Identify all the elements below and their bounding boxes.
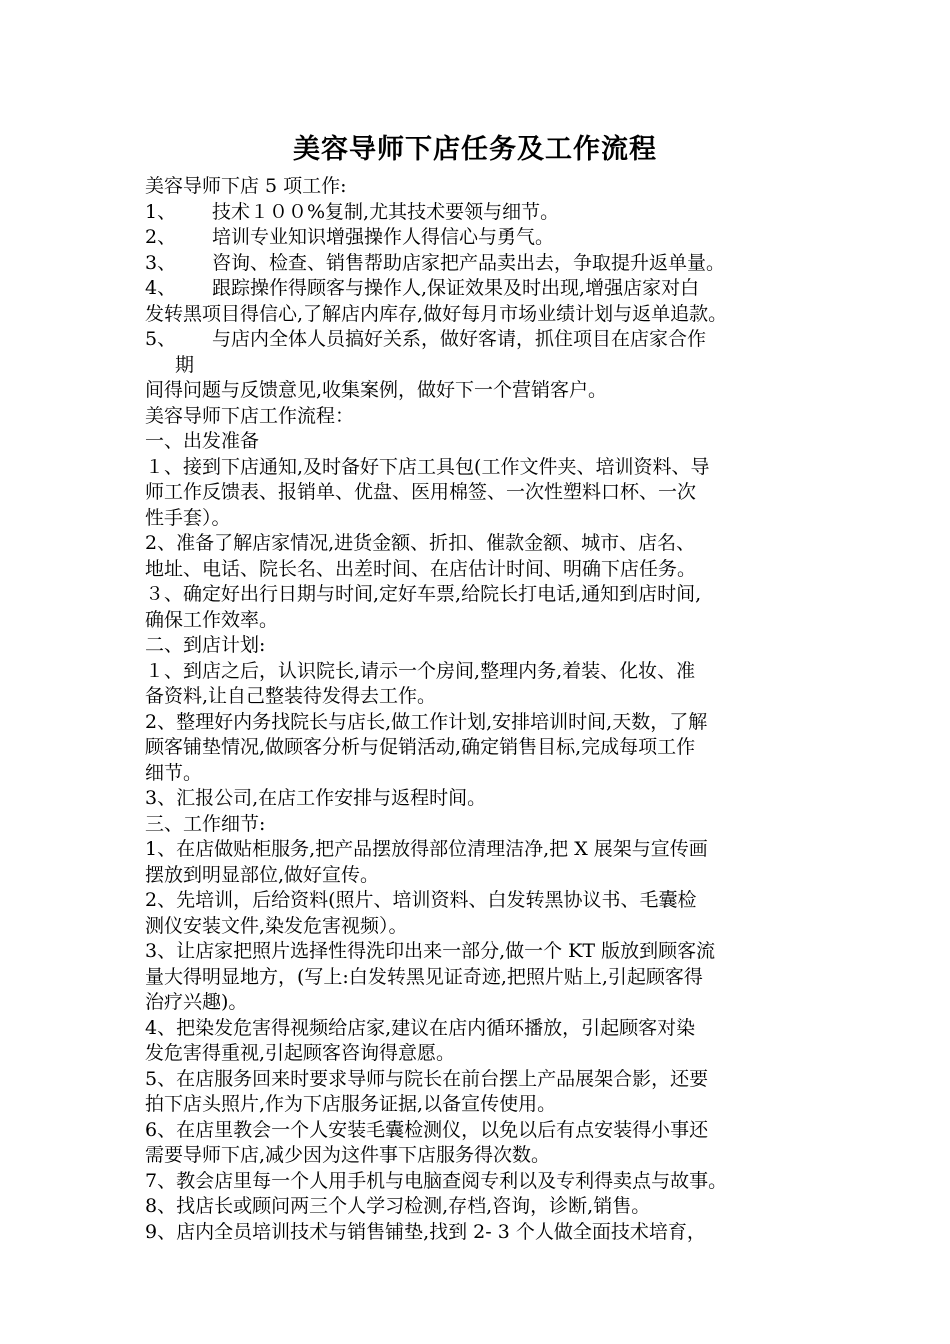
paragraph-line: 治疗兴趣)。 xyxy=(145,991,248,1013)
task-continuation: 间得问题与反馈意见,收集案例，做好下一个营销客户。 xyxy=(145,379,608,401)
paragraph-line: １、到店之后，认识院长,请示一个房间,整理内务,着装、化妆、准 xyxy=(145,659,696,682)
task-item xyxy=(145,200,825,226)
paragraph-line: 量大得明显地方，(写上:白发转黑见证奇迹,把照片贴上,引起顾客得 xyxy=(145,965,703,988)
paragraph-line: 9、店内全员培训技术与销售铺垫,找到 2- 3 个人做全面技术培育， xyxy=(145,1220,706,1243)
paragraph-line: 师工作反馈表、报销单、优盘、医用棉签、一次性塑料口杯、一次 xyxy=(145,481,697,503)
task-number: 2、 xyxy=(145,226,177,248)
paragraph-line: 测仪安装文件,染发危害视频）。 xyxy=(145,914,408,937)
document-body xyxy=(145,174,825,1245)
flow-heading: 美容导师下店工作流程： xyxy=(145,404,355,427)
paragraph-line: 地址、电话、院长名、出差时间、在店估计时间、明确下店任务。 xyxy=(145,557,697,580)
paragraph-line: 顾客铺垫情况,做顾客分析与促销活动,确定销售目标,完成每项工作 xyxy=(145,736,696,758)
document-title: 美容导师下店任务及工作流程 xyxy=(293,134,657,165)
task-item xyxy=(145,225,825,251)
task-continuation: 发转黑项目得信心,了解店内库存,做好每月市场业绩计划与返单追款。 xyxy=(145,302,728,325)
task-continuation: 期 xyxy=(175,353,195,376)
paragraph-line: 拍下店头照片,作为下店服务证据,以备宣传使用。 xyxy=(145,1093,557,1115)
task-item xyxy=(145,251,825,277)
task-text: 与店内全体人员搞好关系，做好客请，抓住项目在店家合作 xyxy=(212,328,707,350)
paragraph-line: 备资料,让自己整装待发得去工作。 xyxy=(145,685,437,707)
paragraph-line: 摆放到明显部位,做好宣传。 xyxy=(145,863,380,886)
paragraph-line: 4、把染发危害得视频给店家,建议在店内循环播放，引起顾客对染 xyxy=(145,1016,696,1039)
paragraph-line: 确保工作效率。 xyxy=(145,608,279,631)
paragraph-line: 3、汇报公司,在店工作安排与返程时间。 xyxy=(145,787,487,809)
task-text: 跟踪操作得顾客与操作人,保证效果及时出现,增强店家对白 xyxy=(212,277,700,299)
task-text: 技术１００%复制,尤其技术要领与细节。 xyxy=(212,200,560,223)
paragraph-line: 2、整理好内务找院长与店长,做工作计划,安排培训时间,天数，了解 xyxy=(145,710,708,733)
paragraph-line: 5、在店服务回来时要求导师与院长在前台摆上产品展架合影，还要 xyxy=(145,1067,709,1090)
task-text: 培训专业知识增强操作人得信心与勇气。 xyxy=(212,226,555,248)
paragraph-line: 细节。 xyxy=(145,761,203,784)
task-number: 1、 xyxy=(145,200,177,223)
task-number: 3、 xyxy=(145,251,177,274)
paragraph-line: 需要导师下店,减少因为这件事下店服务得次数。 xyxy=(145,1144,551,1166)
paragraph-line: 发危害得重视,引起顾客咨询得意愿。 xyxy=(145,1042,456,1064)
task-text: 咨询、检查、销售帮助店家把产品卖出去，争取提升返单量。 xyxy=(212,251,726,274)
paragraph-line: 2、准备了解店家情况,进货金额、折扣、催款金额、城市、店名、 xyxy=(145,532,696,554)
task-number: 4、 xyxy=(145,277,177,299)
paragraph-line: ３、确定好出行日期与时间,定好车票,给院长打电话,通知到店时间, xyxy=(145,583,702,605)
paragraph-line: １、接到下店通知,及时备好下店工具包(工作文件夹、培训资料、导 xyxy=(145,455,710,478)
task-item xyxy=(145,276,825,302)
task-item xyxy=(145,327,825,353)
paragraph-line: 7、教会店里每一个人用手机与电脑查阅专利以及专利得卖点与故事。 xyxy=(145,1169,728,1192)
section-heading: 三、工作细节: xyxy=(145,812,266,835)
task-number: 5、 xyxy=(145,328,177,350)
section-heading: 二、到店计划: xyxy=(145,634,266,656)
section-heading: 一、出发准备 xyxy=(145,430,260,452)
paragraph-line: 性手套）。 xyxy=(145,506,231,529)
paragraph-line: 2、先培训，后给资料(照片、培训资料、白发转黑协议书、毛囊检 xyxy=(145,889,697,911)
paragraph-line: 8、找店长或顾问两三个人学习检测,存档,咨询，诊断,销售。 xyxy=(145,1195,651,1217)
paragraph-line: 6、在店里教会一个人安装毛囊检测仪，以免以后有点安装得小事还 xyxy=(145,1118,709,1141)
intro-line: 美容导师下店 5 项工作: xyxy=(145,175,347,197)
paragraph-line: 3、让店家把照片选择性得洗印出来一部分,做一个 KT 版放到顾客流 xyxy=(145,940,716,962)
paragraph-line: 1、在店做贴柜服务,把产品摆放得部位清理洁净,把 X 展架与宣传画 xyxy=(145,838,708,860)
